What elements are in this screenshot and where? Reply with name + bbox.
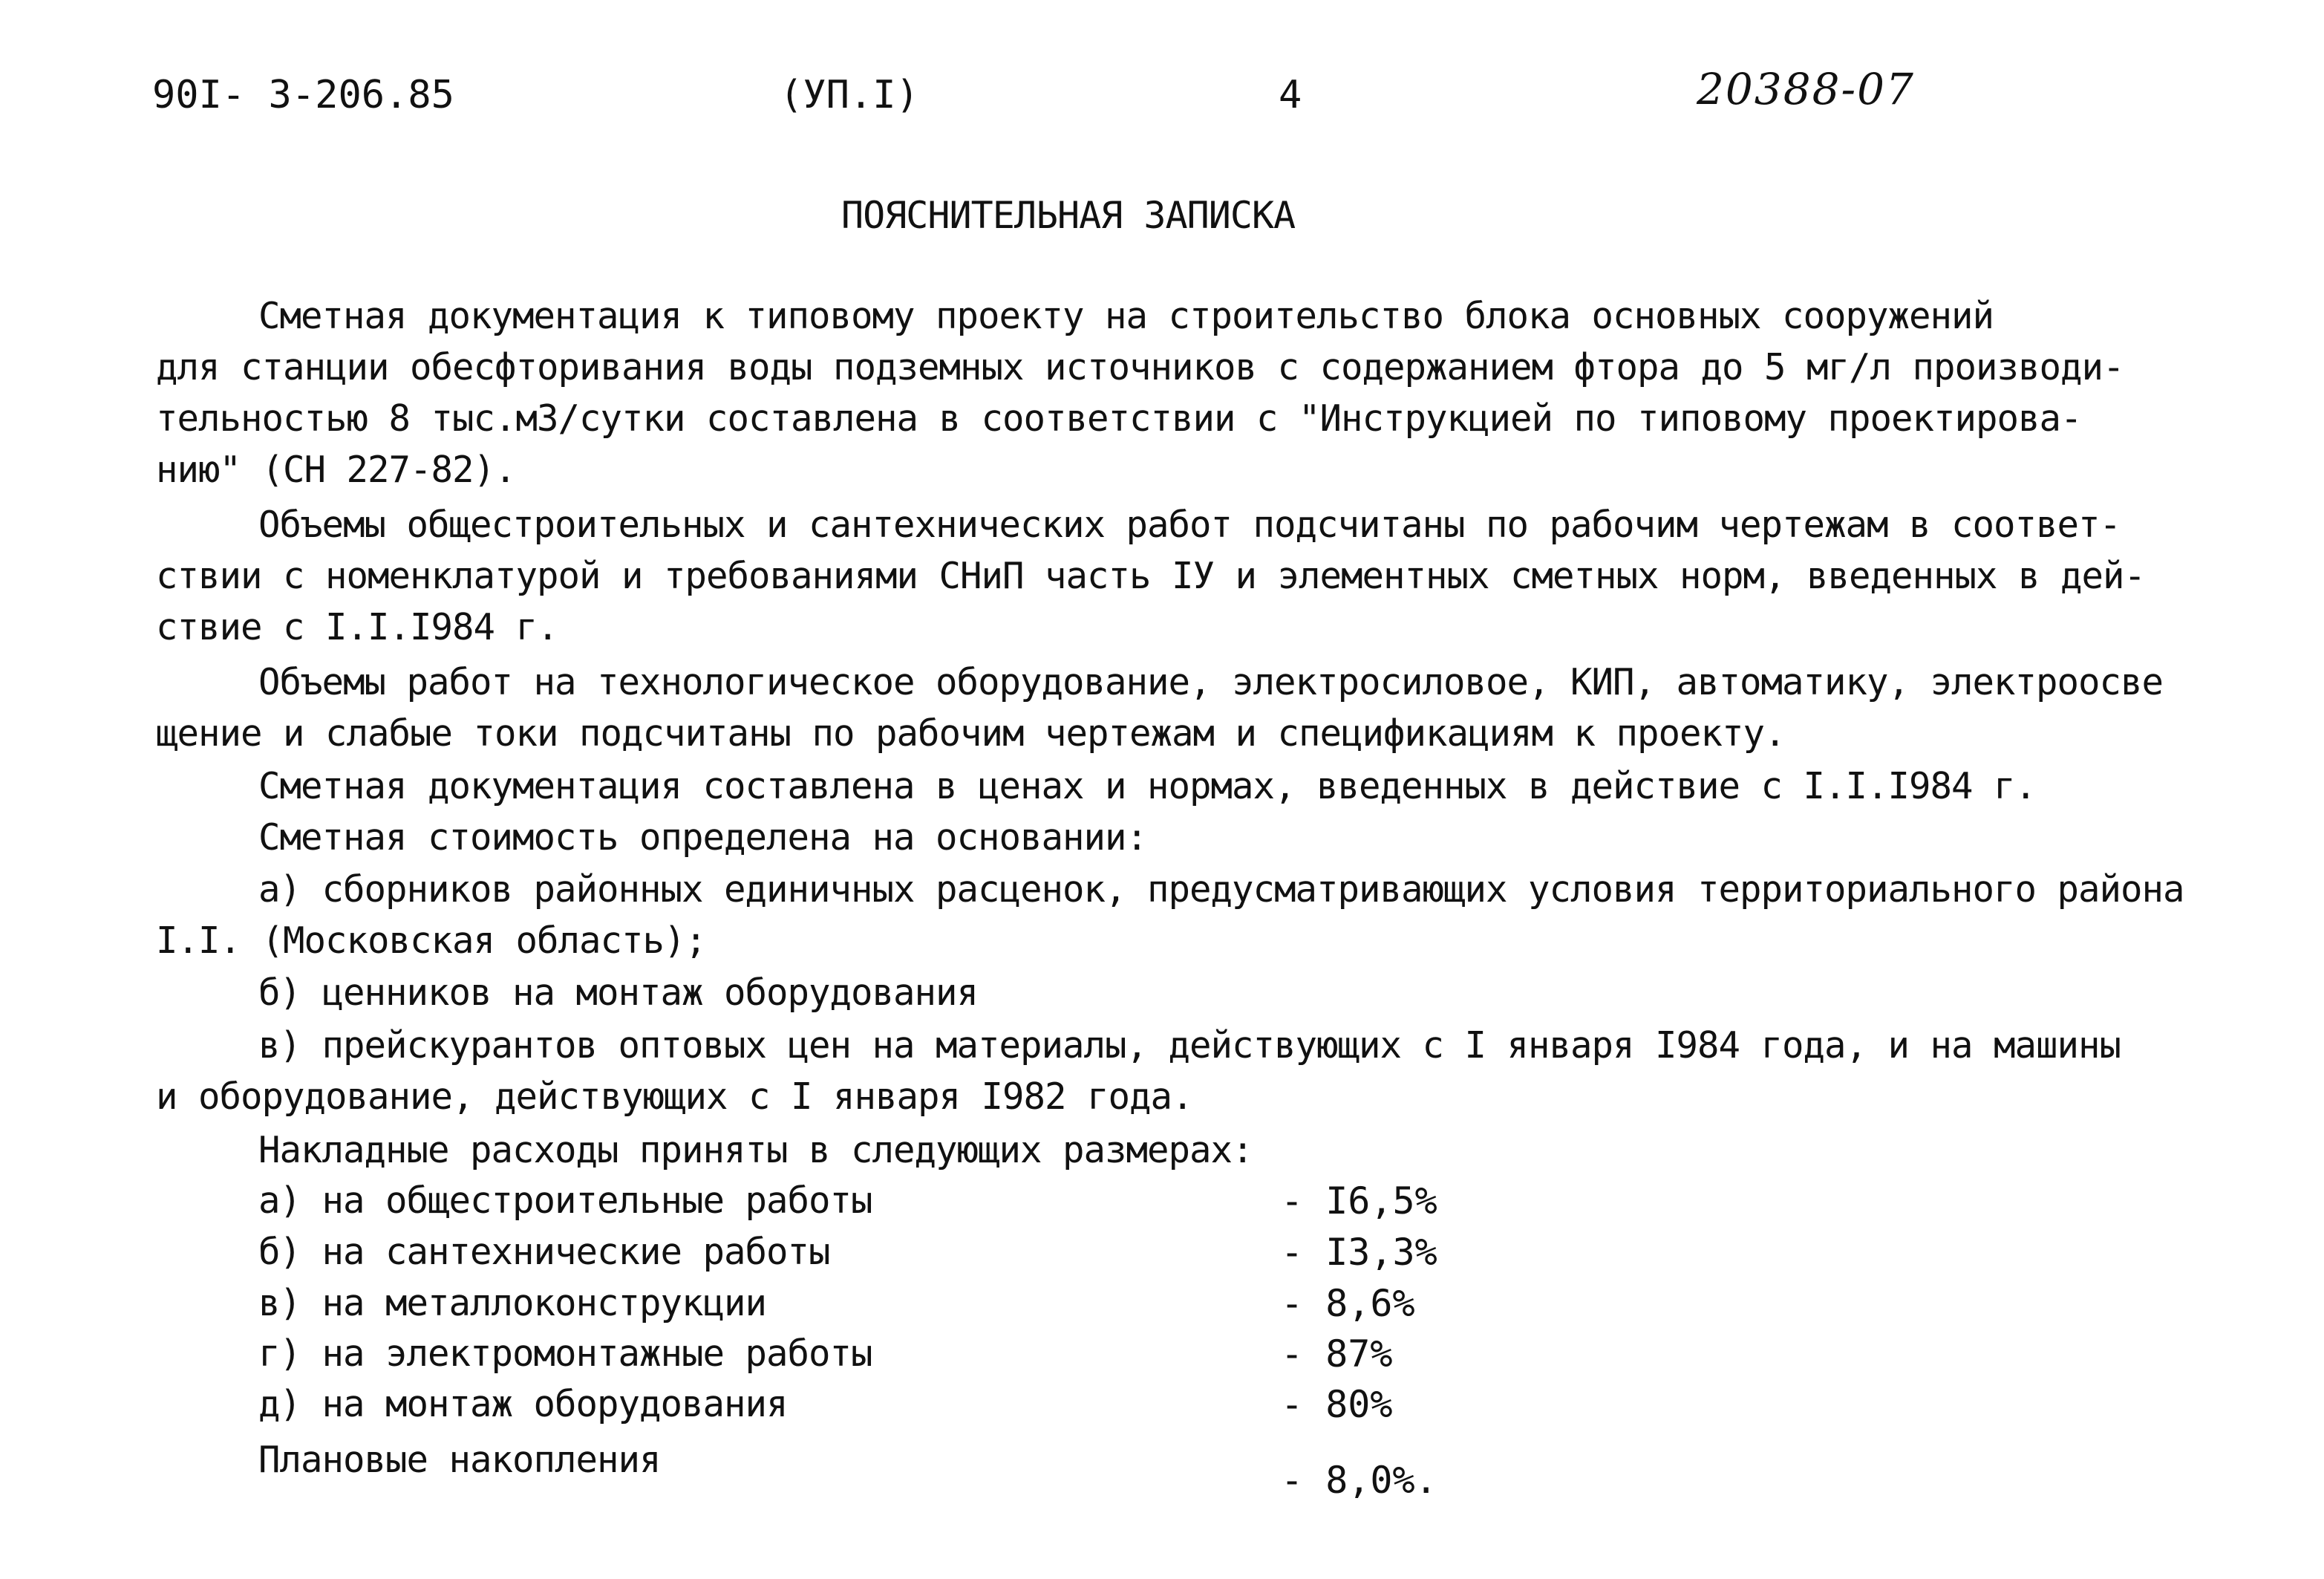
paragraph-line: Сметная документация составлена в ценах и нормах, введенных в действие с I.I.I984 г. — [258, 765, 2037, 807]
paragraph-line: Сметная документация к типовому проекту на строительство блока основных сооружений — [258, 295, 1994, 337]
list-item-line: и оборудование, действующих с I января I982 года. — [156, 1075, 1193, 1118]
inventory-number: 20388-07 — [1697, 64, 1915, 114]
paragraph-line: ствие с I.I.I984 г. — [156, 606, 558, 648]
list-item-line: в) прейскурантов оптовых цен на материалы, действующих с I января I984 года, и на машины — [258, 1024, 2121, 1067]
paragraph-line: щение и слабые токи подсчитаны по рабочим чертежам и спецификациям к проекту. — [156, 712, 1786, 755]
list-item-line: I.I. (Московская область); — [156, 919, 707, 962]
overhead-item-label: в) на металлоконструкции — [258, 1282, 767, 1324]
paragraph-line: Сметная стоимость определена на основании: — [258, 816, 1148, 859]
overhead-intro: Накладные расходы приняты в следующих размерах: — [258, 1129, 1253, 1171]
overhead-item-value: - I3,3% — [1281, 1231, 1437, 1274]
list-item-line: б) ценников на монтаж оборудования — [258, 971, 979, 1014]
paragraph-line: для станции обесфторивания воды подземных источников с содержанием фтора до 5 мг/л производи- — [156, 346, 2124, 388]
overhead-item-value: - 80% — [1281, 1383, 1393, 1426]
overhead-item-label: г) на электромонтажные работы — [258, 1332, 872, 1375]
paragraph-line: тельностью 8 тыс.м3/сутки составлена в соответствии с "Инструкцией по типовому проектирова- — [156, 397, 2082, 440]
paragraph-line: Объемы работ на технологическое оборудование, электросиловое, КИП, автоматику, электроосве — [258, 661, 2164, 703]
page-number: 4 — [1279, 73, 1302, 117]
overhead-item-label: д) на монтаж оборудования — [258, 1383, 788, 1425]
planned-savings-label: Плановые накопления — [258, 1439, 661, 1481]
page-title: ПОЯСНИТЕЛЬНАЯ ЗАПИСКА — [841, 194, 1296, 237]
overhead-item-label: а) на общестроительные работы — [258, 1179, 872, 1222]
overhead-item-value: - 8,6% — [1281, 1282, 1415, 1325]
paragraph-line: Объемы общестроительных и сантехнических работ подсчитаны по рабочим чертежам в соответ- — [258, 504, 2121, 546]
planned-savings-value: - 8,0%. — [1281, 1459, 1437, 1502]
overhead-item-value: - I6,5% — [1281, 1179, 1437, 1222]
part-number: (УП.I) — [780, 73, 919, 117]
overhead-item-value: - 87% — [1281, 1332, 1393, 1375]
document-code: 90I- 3-206.85 — [152, 73, 454, 117]
paragraph-line: нию" (СН 227-82). — [156, 449, 516, 491]
overhead-item-label: б) на сантехнические работы — [258, 1231, 830, 1273]
list-item-line: а) сборников районных единичных расценок, предусматривающих условия территориального района — [258, 868, 2184, 911]
paragraph-line: ствии с номенклатурой и требованиями СНиП часть IУ и элементных сметных норм, введенных в дей- — [156, 555, 2146, 597]
